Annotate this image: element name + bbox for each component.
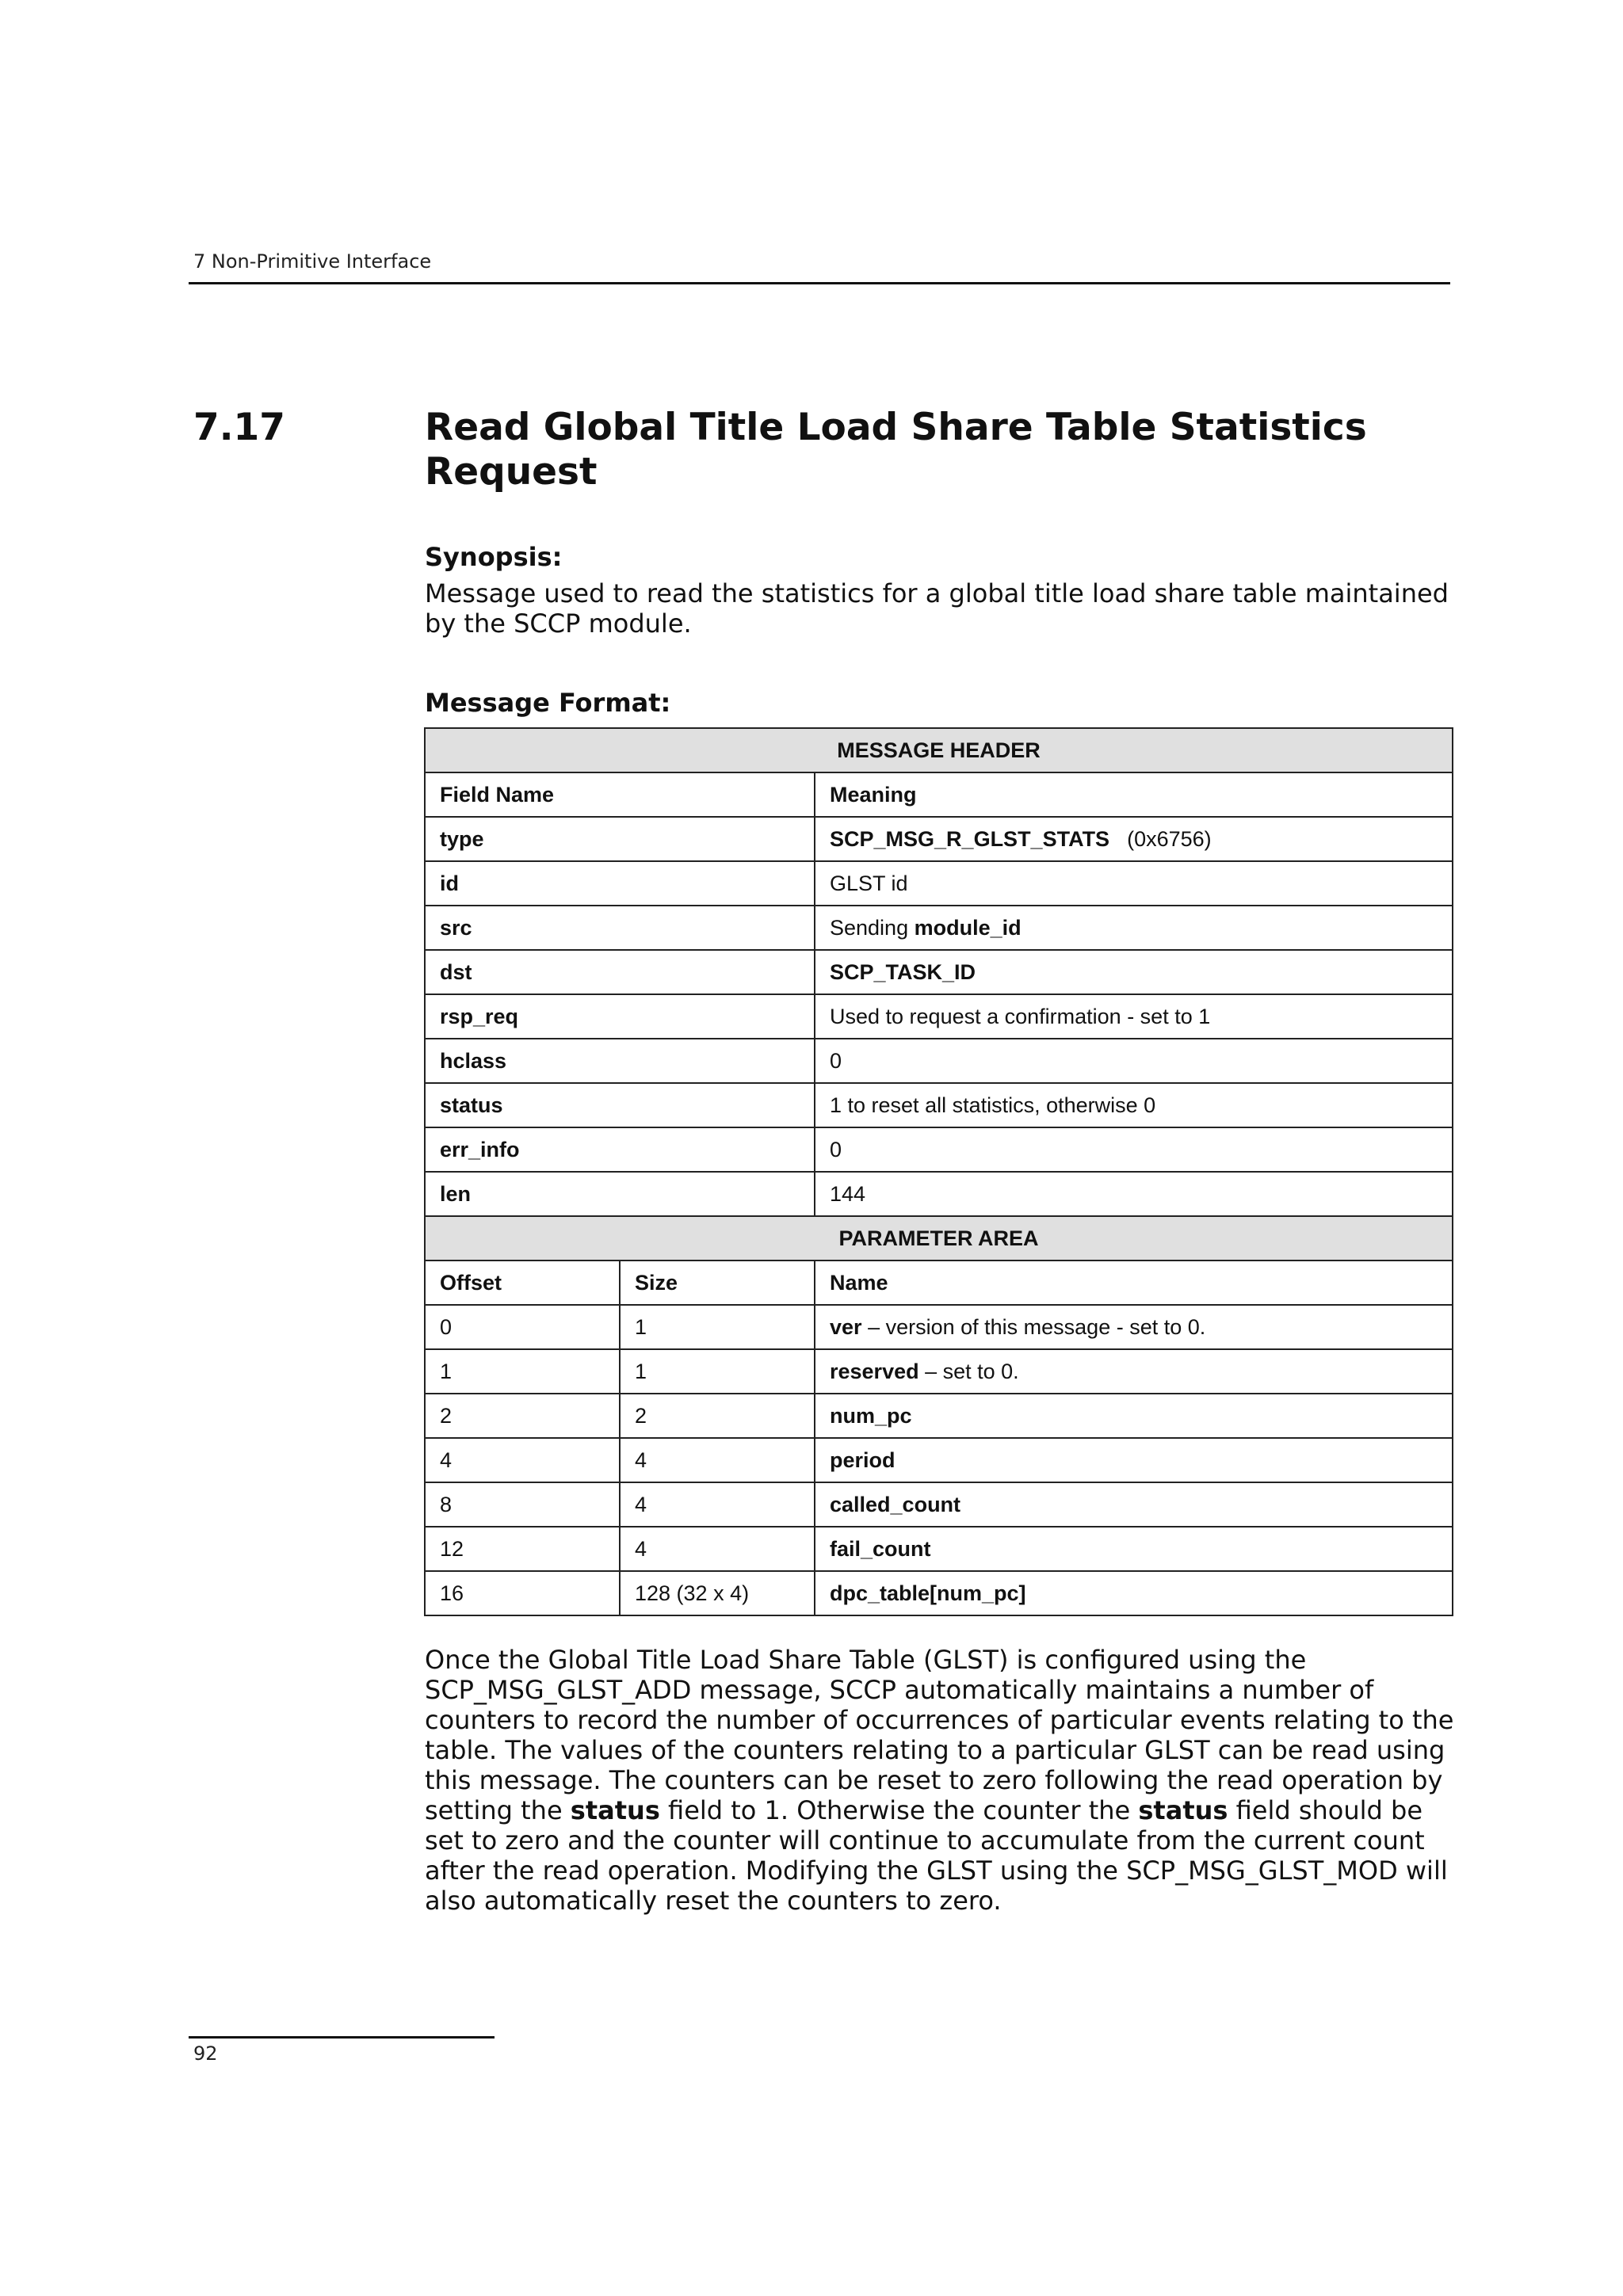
field-name-cell: status <box>425 1083 815 1127</box>
table-row <box>425 1571 1453 1615</box>
status-term: status <box>570 1795 660 1825</box>
running-head: 7 Non-Primitive Interface <box>193 250 432 273</box>
field-name-cell: len <box>425 1172 815 1216</box>
field-name-cell: hclass <box>425 1039 815 1083</box>
param-desc: – set to 0. <box>925 1359 1019 1383</box>
offset-cell: 1 <box>425 1349 620 1394</box>
table-row <box>425 906 1453 950</box>
name-cell <box>815 1571 1453 1615</box>
body-text-1: Once the Global Title Load Share Table (GLST) is configured using the SCP_MSG_GLST_ADD message, SCCP automatically maintains a number of counters to record the number of occurrences of particular events relating to the table. The values of the counters relating to a particular GLST can be read using this message. The counters can be reset to zero following the read operation by setting the <box>425 1645 1454 1825</box>
offset-cell: 12 <box>425 1527 620 1571</box>
col-size: Size <box>620 1261 815 1305</box>
table-row <box>425 1349 1453 1394</box>
param-name: fail_count <box>830 1536 931 1561</box>
param-desc: – version of this message - set to 0. <box>868 1314 1206 1339</box>
size-cell: 2 <box>620 1394 815 1438</box>
table-row <box>425 994 1453 1039</box>
meaning-bold: SCP_MSG_R_GLST_STATS <box>830 826 1110 851</box>
field-name-cell: id <box>425 861 815 906</box>
meaning-text: Used to request a confirmation - set to 1 <box>830 1004 1211 1028</box>
meaning-cell <box>815 817 1453 861</box>
meaning-cell <box>815 1039 1453 1083</box>
name-cell <box>815 1305 1453 1349</box>
body-paragraph <box>425 1645 1455 1916</box>
param-name: num_pc <box>830 1403 912 1428</box>
table-row <box>425 1305 1453 1349</box>
meaning-text: Sending <box>830 915 909 940</box>
size-cell: 128 (32 x 4) <box>620 1571 815 1615</box>
page-number: 92 <box>193 2042 218 2065</box>
col-field-name: Field Name <box>425 772 815 817</box>
synopsis-text: Message used to read the statistics for a global title load share table maintained by the SCCP module. <box>425 578 1449 639</box>
name-cell <box>815 1438 1453 1482</box>
meaning-cell <box>815 950 1453 994</box>
table-row <box>425 1438 1453 1482</box>
meaning-cell <box>815 994 1453 1039</box>
field-name-cell: err_info <box>425 1127 815 1172</box>
col-offset: Offset <box>425 1261 620 1305</box>
param-name: dpc_table[num_pc] <box>830 1581 1026 1605</box>
meaning-bold: module_id <box>914 915 1022 940</box>
param-name: period <box>830 1447 896 1472</box>
table-row <box>425 1527 1453 1571</box>
param-columns-row <box>425 1261 1453 1305</box>
meaning-cell <box>815 1172 1453 1216</box>
field-name-cell: src <box>425 906 815 950</box>
col-name: Name <box>815 1261 1453 1305</box>
name-cell <box>815 1527 1453 1571</box>
col-meaning: Meaning <box>815 772 1453 817</box>
size-cell: 4 <box>620 1482 815 1527</box>
footer-rule <box>189 2036 495 2039</box>
meaning-text: 144 <box>830 1181 866 1206</box>
section-title: Read Global Title Load Share Table Statistics Request <box>425 406 1367 494</box>
meaning-text: 1 to reset all statistics, otherwise 0 <box>830 1093 1156 1117</box>
meaning-text: GLST id <box>830 871 908 895</box>
status-term: status <box>1138 1795 1228 1825</box>
offset-cell: 0 <box>425 1305 620 1349</box>
size-cell: 1 <box>620 1305 815 1349</box>
meaning-text: 0 <box>830 1137 842 1161</box>
message-header-row <box>425 728 1453 772</box>
meaning-cell <box>815 1127 1453 1172</box>
name-cell <box>815 1349 1453 1394</box>
table-row <box>425 1394 1453 1438</box>
header-columns-row <box>425 772 1453 817</box>
field-name-cell: dst <box>425 950 815 994</box>
section-number: 7.17 <box>193 406 285 449</box>
offset-cell: 2 <box>425 1394 620 1438</box>
message-format-label: Message Format: <box>425 688 671 718</box>
table-row <box>425 817 1453 861</box>
message-header-title: MESSAGE HEADER <box>425 728 1453 772</box>
table-row <box>425 1083 1453 1127</box>
meaning-cell <box>815 861 1453 906</box>
table-row <box>425 1482 1453 1527</box>
offset-cell: 4 <box>425 1438 620 1482</box>
offset-cell: 16 <box>425 1571 620 1615</box>
size-cell: 4 <box>620 1527 815 1571</box>
param-name: called_count <box>830 1492 961 1516</box>
offset-cell: 8 <box>425 1482 620 1527</box>
name-cell <box>815 1394 1453 1438</box>
message-format-table <box>424 727 1453 1616</box>
parameter-area-title: PARAMETER AREA <box>425 1216 1453 1261</box>
header-rule <box>189 282 1450 284</box>
meaning-cell <box>815 1083 1453 1127</box>
field-name-cell: rsp_req <box>425 994 815 1039</box>
field-name-cell: type <box>425 817 815 861</box>
meaning-cell <box>815 906 1453 950</box>
meaning-text: 0 <box>830 1048 842 1073</box>
name-cell <box>815 1482 1453 1527</box>
parameter-area-row <box>425 1216 1453 1261</box>
body-text-2: field to 1. Otherwise the counter the <box>668 1795 1131 1825</box>
table-row <box>425 1127 1453 1172</box>
table-row <box>425 1039 1453 1083</box>
table-row <box>425 1172 1453 1216</box>
synopsis-label: Synopsis: <box>425 542 563 572</box>
param-name: ver <box>830 1314 862 1339</box>
body-text-3: field should be set to zero and the counter will continue to accumulate from the current count after the read operation. Modifying the GLST using the SCP_MSG_GLST_MOD will also automatically reset the counters to zero. <box>425 1795 1448 1916</box>
size-cell: 1 <box>620 1349 815 1394</box>
table-row <box>425 861 1453 906</box>
table-row <box>425 950 1453 994</box>
meaning-code: (0x6756) <box>1127 826 1212 851</box>
param-name: reserved <box>830 1359 919 1383</box>
meaning-bold: SCP_TASK_ID <box>830 959 976 984</box>
size-cell: 4 <box>620 1438 815 1482</box>
